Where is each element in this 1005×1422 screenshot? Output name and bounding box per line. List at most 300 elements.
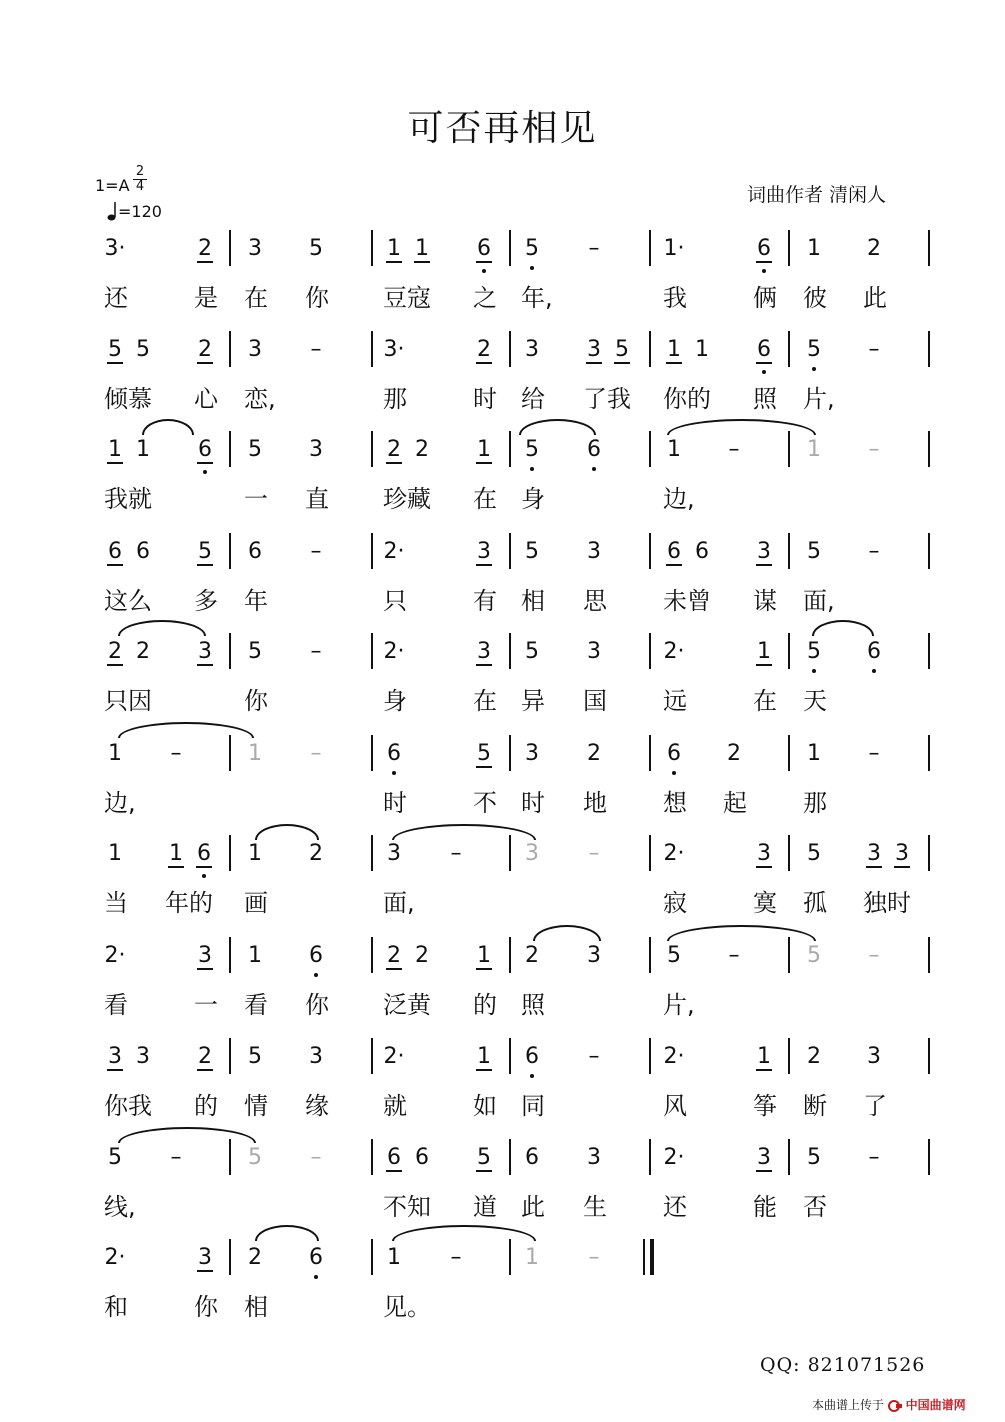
note: 6	[753, 337, 775, 362]
lyric: 你	[194, 1293, 218, 1321]
bar-line	[649, 230, 651, 266]
lyric: 还	[663, 1193, 687, 1221]
note: 6	[867, 639, 881, 664]
lyric: 如	[473, 1092, 497, 1120]
lyric: 身	[521, 485, 545, 513]
note: 6	[104, 539, 126, 564]
lower-octave-dot	[202, 874, 206, 878]
note: 3	[248, 337, 262, 362]
note: –	[310, 741, 322, 766]
bar-line	[788, 937, 790, 973]
qq-contact: QQ: 821071526	[760, 1354, 926, 1376]
lower-octave-dot	[314, 973, 318, 977]
lyric: 面,	[383, 889, 415, 917]
lyric: 边,	[663, 485, 695, 513]
note: –	[868, 337, 880, 362]
note: 5	[248, 1145, 262, 1170]
note: 6	[383, 1145, 405, 1170]
note: 1	[165, 841, 187, 866]
lyric: 你我	[104, 1092, 152, 1120]
note: 5	[108, 1145, 122, 1170]
lyric: 彼	[803, 284, 827, 312]
note: 5	[473, 741, 495, 766]
lower-octave-dot	[530, 266, 534, 270]
lyric: 筝	[753, 1092, 777, 1120]
note: 1	[473, 437, 495, 462]
note: 5	[611, 337, 633, 362]
note: 3	[525, 741, 539, 766]
note: 3·	[383, 337, 405, 362]
bar-line	[229, 1038, 231, 1074]
lyric: 此	[521, 1193, 545, 1221]
lyric: 这么	[104, 587, 152, 615]
lyric: 的	[194, 1092, 218, 1120]
lyric: 年的	[165, 889, 213, 917]
lyric: 给	[521, 385, 545, 413]
note: –	[728, 437, 740, 462]
lyric: 生	[583, 1193, 607, 1221]
bar-line	[788, 1038, 790, 1074]
lyric: 照	[753, 385, 777, 413]
lyric: 谋	[753, 587, 777, 615]
note: 1	[525, 1245, 539, 1270]
note: 2	[807, 1044, 821, 1069]
note: 2	[383, 437, 405, 462]
bar-line	[649, 735, 651, 771]
note: 1	[695, 337, 709, 362]
note: –	[588, 236, 600, 261]
note: 5	[525, 539, 539, 564]
lyric: 是	[194, 284, 218, 312]
note: 2	[867, 236, 881, 261]
lyric: 年,	[521, 284, 553, 312]
bar-line	[509, 533, 511, 569]
bar-line	[509, 633, 511, 669]
bar-line	[649, 431, 651, 467]
note: 2·	[383, 539, 405, 564]
bar-line	[788, 1139, 790, 1175]
note: 3	[587, 1145, 601, 1170]
bar-line	[928, 937, 930, 973]
note: 2	[473, 337, 495, 362]
note: –	[868, 741, 880, 766]
lower-octave-dot	[203, 470, 207, 474]
lyric: 看	[104, 991, 128, 1019]
lyric: 在	[473, 485, 497, 513]
note: 5	[194, 539, 216, 564]
note: 2·	[663, 841, 685, 866]
lyric: 的	[473, 991, 497, 1019]
bar-line	[371, 937, 373, 973]
lyric: 当	[104, 889, 128, 917]
bar-line	[229, 937, 231, 973]
lyric: 时	[473, 385, 497, 413]
note: –	[588, 841, 600, 866]
lower-octave-dot	[314, 1275, 318, 1279]
note: 5	[248, 639, 262, 664]
bar-line	[229, 1239, 231, 1275]
bar-line	[928, 331, 930, 367]
lyric: 寂	[663, 889, 687, 917]
lyric: 一	[244, 485, 268, 513]
lyric: 天	[803, 687, 827, 715]
lyric: 那	[383, 385, 407, 413]
bar-line	[371, 1239, 373, 1275]
bar-line	[928, 230, 930, 266]
note: 1	[807, 437, 821, 462]
note: 6	[248, 539, 262, 564]
lyric: 只	[383, 587, 407, 615]
bar-line	[788, 633, 790, 669]
bar-line	[928, 735, 930, 771]
lower-octave-dot	[592, 467, 596, 471]
bar-line	[928, 1139, 930, 1175]
bar-line	[229, 331, 231, 367]
note: 1	[663, 337, 685, 362]
bar-line	[928, 1038, 930, 1074]
note: 6	[473, 236, 495, 261]
lyric: 直	[305, 485, 329, 513]
note: 5	[525, 236, 539, 261]
lyric: 倾慕	[104, 385, 152, 413]
bar-line	[371, 835, 373, 871]
lower-octave-dot	[530, 467, 534, 471]
note: 1	[753, 639, 775, 664]
site-footer[interactable]	[812, 1396, 966, 1413]
bar-line	[229, 835, 231, 871]
lyric: 之	[473, 284, 497, 312]
lyric: 远	[663, 687, 687, 715]
bar-line	[788, 533, 790, 569]
note: 3	[525, 841, 539, 866]
composer-credit: 词曲作者 清闲人	[747, 184, 887, 206]
bar-line	[229, 1139, 231, 1175]
lower-octave-dot	[872, 669, 876, 673]
note: 3	[753, 539, 775, 564]
lyric: 不	[473, 789, 497, 817]
lyric: 你	[305, 991, 329, 1019]
bar-line	[509, 1239, 511, 1275]
bar-line	[229, 533, 231, 569]
bar-line	[229, 735, 231, 771]
lyric: 相	[521, 587, 545, 615]
site-logo-icon	[888, 1400, 902, 1412]
lyric: 想	[663, 789, 687, 817]
note: –	[310, 539, 322, 564]
lower-octave-dot	[812, 367, 816, 371]
note: –	[310, 337, 322, 362]
bar-line	[649, 533, 651, 569]
note: 1	[473, 1044, 495, 1069]
lyric: 画	[244, 889, 268, 917]
final-barline	[643, 1239, 645, 1275]
lyric: 地	[583, 789, 607, 817]
note: 5	[525, 437, 539, 462]
note: 6	[695, 539, 709, 564]
time-sig-bottom: 4	[133, 179, 147, 194]
lyric: 不知	[383, 1193, 431, 1221]
lyric: 见。	[383, 1293, 431, 1321]
note: 2	[383, 943, 405, 968]
final-barline	[650, 1239, 654, 1275]
lyric: 照	[521, 991, 545, 1019]
lyric: 有	[473, 587, 497, 615]
note: 3	[587, 943, 601, 968]
lyric: 俩	[753, 284, 777, 312]
lower-octave-dot	[392, 771, 396, 775]
note: 5	[807, 639, 821, 664]
bar-line	[649, 331, 651, 367]
bar-line	[649, 633, 651, 669]
time-sig-top: 2	[135, 164, 145, 179]
lyric: 了	[863, 1092, 887, 1120]
lyric: 寞	[753, 889, 777, 917]
note: 2·	[383, 1044, 405, 1069]
note: 6	[194, 437, 216, 462]
note: 2	[194, 236, 216, 261]
note: 3·	[104, 236, 126, 261]
note: 5	[473, 1145, 495, 1170]
note: 5	[807, 539, 821, 564]
note: 3	[525, 337, 539, 362]
lyric: 那	[803, 789, 827, 817]
footer-brand: 中国曲谱网	[905, 1398, 966, 1412]
lyric: 和	[104, 1293, 128, 1321]
lyric: 我	[663, 284, 687, 312]
key-signature: 1=A	[95, 176, 130, 195]
bar-line	[509, 1038, 511, 1074]
note: 2	[309, 841, 323, 866]
lyric: 你的	[663, 385, 711, 413]
lyric: 珍藏	[383, 485, 431, 513]
note: 2·	[663, 1145, 685, 1170]
note: 1	[383, 236, 405, 261]
lyric: 了我	[583, 385, 631, 413]
note: 1	[248, 943, 262, 968]
note: 5	[309, 236, 323, 261]
lyric: 否	[803, 1193, 827, 1221]
bar-line	[229, 230, 231, 266]
note: 1	[473, 943, 495, 968]
bar-line	[788, 331, 790, 367]
note: 2	[136, 639, 150, 664]
note: 3	[583, 337, 605, 362]
note: 6	[753, 236, 775, 261]
lyric: 心	[194, 385, 218, 413]
note: 2·	[104, 943, 126, 968]
note: 5	[807, 841, 821, 866]
note: 3	[753, 841, 775, 866]
note: 1	[248, 841, 262, 866]
bar-line	[928, 633, 930, 669]
bar-line	[371, 1038, 373, 1074]
score-title: 可否再相见	[407, 108, 598, 149]
lyric: 泛黄	[383, 991, 431, 1019]
note: 1	[807, 236, 821, 261]
lyric: 一	[194, 991, 218, 1019]
lyric: 你	[244, 687, 268, 715]
lyric: 线,	[104, 1193, 136, 1221]
note: –	[310, 639, 322, 664]
note: 3	[309, 1044, 323, 1069]
note: –	[450, 1245, 462, 1270]
note: 1	[411, 236, 433, 261]
note: 3	[753, 1145, 775, 1170]
note: –	[868, 1145, 880, 1170]
lyric: 时	[521, 789, 545, 817]
lyric: 片,	[803, 385, 835, 413]
lyric: 未曾	[663, 587, 711, 615]
note: –	[868, 943, 880, 968]
lyric: 多	[194, 587, 218, 615]
note: 6	[387, 741, 401, 766]
lyric: 恋,	[244, 385, 276, 413]
bar-line	[788, 431, 790, 467]
lyric: 面,	[803, 587, 835, 615]
bar-line	[649, 835, 651, 871]
note: 3	[473, 639, 495, 664]
bar-line	[371, 633, 373, 669]
note: 3	[248, 236, 262, 261]
note: 3	[891, 841, 913, 866]
note: 1	[807, 741, 821, 766]
lower-octave-dot	[762, 370, 766, 374]
lyric: 看	[244, 991, 268, 1019]
note: 2	[727, 741, 741, 766]
bar-line	[928, 533, 930, 569]
note: 6	[136, 539, 150, 564]
bar-line	[509, 1139, 511, 1175]
note: 5	[667, 943, 681, 968]
note: 5	[248, 1044, 262, 1069]
note: 3	[309, 437, 323, 462]
bar-line	[649, 937, 651, 973]
lyric: 断	[803, 1092, 827, 1120]
lyric: 身	[383, 687, 407, 715]
lyric: 孤	[803, 889, 827, 917]
lyric: 豆寇	[383, 284, 431, 312]
lyric: 只因	[104, 687, 152, 715]
lyric: 在	[753, 687, 777, 715]
note: 5	[104, 337, 126, 362]
note: –	[450, 841, 462, 866]
bar-line	[509, 937, 511, 973]
note: 5	[136, 337, 150, 362]
lyric: 年	[244, 587, 268, 615]
note: 5	[807, 943, 821, 968]
note: 3	[587, 639, 601, 664]
lyric: 思	[583, 587, 607, 615]
note: 5	[807, 337, 821, 362]
note: 2	[525, 943, 539, 968]
lyric: 起	[723, 789, 747, 817]
note: 2	[248, 1245, 262, 1270]
bar-line	[788, 230, 790, 266]
footer-prefix: 本曲谱上传于	[812, 1398, 885, 1412]
note: –	[728, 943, 740, 968]
note: 2	[194, 1044, 216, 1069]
lower-octave-dot	[812, 669, 816, 673]
note: –	[868, 539, 880, 564]
lyric: 国	[583, 687, 607, 715]
bar-line	[371, 431, 373, 467]
bar-line	[509, 835, 511, 871]
lyric: 还	[104, 284, 128, 312]
lyric: 边,	[104, 789, 136, 817]
lyric: 道	[473, 1193, 497, 1221]
note: –	[868, 437, 880, 462]
note: 5	[248, 437, 262, 462]
note: 6	[587, 437, 601, 462]
note: 6	[415, 1145, 429, 1170]
note: 1·	[663, 236, 685, 261]
note: 3	[863, 841, 885, 866]
note: 3	[867, 1044, 881, 1069]
lyric: 相	[244, 1293, 268, 1321]
bar-line	[788, 735, 790, 771]
lower-octave-dot	[762, 269, 766, 273]
bar-line	[928, 835, 930, 871]
note: 2	[104, 639, 126, 664]
note: 6	[525, 1145, 539, 1170]
bar-line	[229, 633, 231, 669]
note: –	[588, 1245, 600, 1270]
bar-line	[371, 230, 373, 266]
note: 6	[309, 1245, 323, 1270]
note: 3	[194, 943, 216, 968]
note: 3	[473, 539, 495, 564]
lyric: 此	[863, 284, 887, 312]
lyric: 能	[753, 1193, 777, 1221]
bar-line	[229, 431, 231, 467]
note: 1	[108, 841, 122, 866]
lyric: 异	[521, 687, 545, 715]
lyric: 在	[244, 284, 268, 312]
bar-line	[509, 431, 511, 467]
note: 3	[136, 1044, 150, 1069]
lower-octave-dot	[530, 1074, 534, 1078]
bar-line	[371, 533, 373, 569]
note: 6	[667, 741, 681, 766]
lower-octave-dot	[482, 269, 486, 273]
lyric: 同	[521, 1092, 545, 1120]
note: 2	[415, 943, 429, 968]
note: 6	[193, 841, 215, 866]
note: –	[170, 741, 182, 766]
note: 1	[753, 1044, 775, 1069]
bar-line	[928, 431, 930, 467]
note: 3	[387, 841, 401, 866]
note: 2	[415, 437, 429, 462]
note: 2·	[663, 1044, 685, 1069]
note: 2·	[104, 1245, 126, 1270]
lyric: 在	[473, 687, 497, 715]
bar-line	[788, 835, 790, 871]
note: 3	[587, 539, 601, 564]
note: 6	[309, 943, 323, 968]
note: 1	[667, 437, 681, 462]
note: 2	[587, 741, 601, 766]
note: 3	[194, 639, 216, 664]
bar-line	[371, 1139, 373, 1175]
note: 6	[663, 539, 685, 564]
tempo-value: =120	[118, 202, 162, 221]
note: –	[170, 1145, 182, 1170]
bar-line	[509, 331, 511, 367]
bar-line	[509, 230, 511, 266]
note: 3	[104, 1044, 126, 1069]
lyric: 独时	[863, 889, 911, 917]
